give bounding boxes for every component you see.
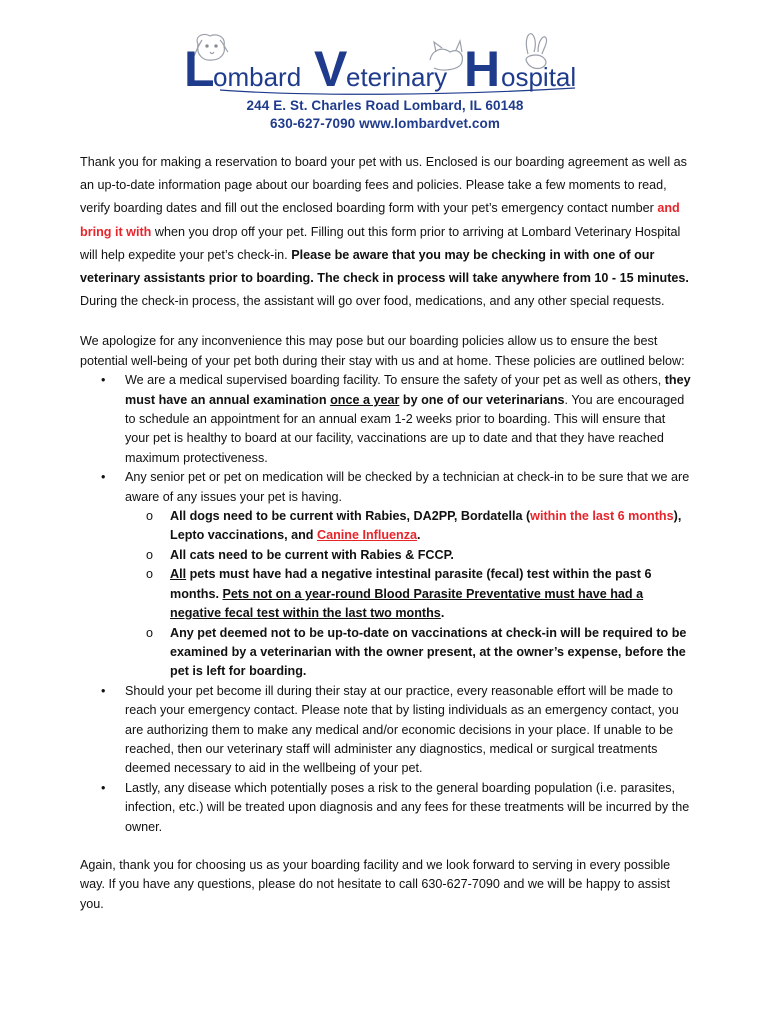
list-item	[80, 682, 692, 779]
bordatella-timeframe: within the last 6 months	[530, 509, 674, 524]
checkin-notice: Please be aware that you may be checking in with one of our veterinary assistants prior to boarding. The check in process will take anywhere from 10 - 15 minutes.	[80, 247, 689, 286]
dog-requirement: ), Lepto vaccinations, and	[170, 509, 682, 543]
policy-text: . You are encouraged to schedule an appointment for an annual exam 1-2 weeks prior to boarding. This will ensure that your pet is healthy to board at our facility, vaccinations are up to date and that they have reached maximum protectiveness.	[125, 392, 685, 465]
intro-text-end: During the check-in process, the assistant will go over food, medications, and any other special requests.	[80, 294, 665, 309]
svg-text:L: L	[184, 41, 215, 97]
list-item	[125, 565, 692, 623]
policy-text: Any senior pet or pet on medication will be checked by a technician at check-in to be sure that we are aware of any issues your pet is having.	[125, 470, 690, 504]
vaccination-list	[125, 507, 692, 682]
svg-text:H: H	[464, 41, 501, 97]
hospital-logo	[180, 30, 590, 98]
list-item	[80, 371, 692, 468]
list-item	[125, 546, 692, 565]
bullet-marker: •	[101, 780, 106, 795]
svg-text:ombard: ombard	[213, 62, 302, 92]
closing-paragraph: Again, thank you for choosing us as your boarding facility and we look forward to serving in every possible way. If you have any questions, please do not hesitate to call 630-627-7090 and we will be happy to assist you.	[80, 857, 671, 911]
fecal-requirement: pets must have had a negative intestinal parasite (fecal) test within the past 6 months.	[170, 567, 652, 601]
intro-text-continued: when you drop off your pet. Filling out this form prior to arriving at Lombard Veterinary Hospital will help expedite your pet’s check-in.	[80, 224, 681, 262]
dog-requirement-end: .	[417, 528, 421, 543]
disease-policy: Lastly, any disease which potentially poses a risk to the general boarding population (i.e. parasites, infection, etc.) will be treated upon diagnosis and any fees for these treatments will be incurred by the owner.	[125, 780, 690, 834]
parasite-preventative-requirement: Pets not on a year-round Blood Parasite Preventative must have had a negative fecal test within the last two months	[170, 586, 644, 621]
list-item	[80, 779, 692, 837]
letterhead	[0, 30, 770, 135]
list-item	[80, 468, 692, 681]
canine-influenza-emphasis: Canine Influenza	[316, 528, 418, 543]
policy-emphasis: by one of our veterinarians	[399, 392, 565, 407]
intro-text: Thank you for making a reservation to board your pet with us. Enclosed is our boarding agreement as well as an up-to-date information page about our boarding fees and policies. Please take a few moments to read, verify boarding dates and fill out the enclosed boarding form with your pet’s emergency contact number	[80, 155, 687, 216]
fecal-all-underlined: All	[170, 567, 187, 582]
dog-requirement: All dogs need to be current with Rabies, DA2PP, Bordatella (	[170, 509, 531, 524]
bullet-marker: •	[101, 683, 106, 698]
policy-list	[80, 371, 692, 837]
policy-emphasis: they must have an annual examination	[125, 373, 691, 407]
exam-requirement: Any pet deemed not to be up-to-date on vaccinations at check-in will be required to be examined by a veterinarian with the owner present, at the owner’s expense, before the pet is left for boarding.	[170, 625, 687, 679]
policy-intro-paragraph: We apologize for any inconvenience this may pose but our boarding policies allow us to ensure the best potential well-being of your pet both during their stay with us and at home. These policies are outlined below:	[80, 334, 685, 368]
cat-requirement: All cats need to be current with Rabies & FCCP.	[170, 547, 454, 562]
policy-text: We are a medical supervised boarding facility. To ensure the safety of your pet as well as others,	[125, 373, 665, 388]
letter-body	[80, 151, 692, 914]
emergency-policy: Should your pet become ill during their stay at our practice, every reasonable effort will be made to reach your emergency contact. Please note that by listing individuals as an emergency contact, you are authorizing them to make any medical and/or economic decisions in your place. If unable to be reached, then our veterinary staff will administer any diagnostics, medical or surgical treatments deemed necessary to aid in the wellbeing of your pet.	[125, 683, 679, 776]
bullet-marker: •	[101, 373, 106, 388]
svg-text:eterinary: eterinary	[346, 62, 448, 92]
sub-bullet-marker: o	[146, 509, 154, 524]
svg-text:V: V	[314, 41, 348, 97]
bring-it-emphasis: and bring it with	[80, 201, 680, 239]
sub-bullet-marker: o	[146, 625, 154, 640]
fecal-requirement-end: .	[440, 606, 445, 621]
policy-emphasis-underlined: once a year	[330, 392, 400, 407]
list-item	[125, 507, 692, 546]
intro-paragraph	[80, 151, 692, 313]
svg-text:ospital: ospital	[501, 62, 577, 92]
contact-line: 630-627-7090 www.lombardvet.com	[270, 116, 500, 131]
sub-bullet-marker: o	[146, 547, 154, 562]
address-line: 244 E. St. Charles Road Lombard, IL 60148	[246, 98, 524, 113]
list-item	[125, 624, 692, 682]
sub-bullet-marker: o	[146, 567, 154, 582]
bullet-marker: •	[101, 470, 106, 485]
